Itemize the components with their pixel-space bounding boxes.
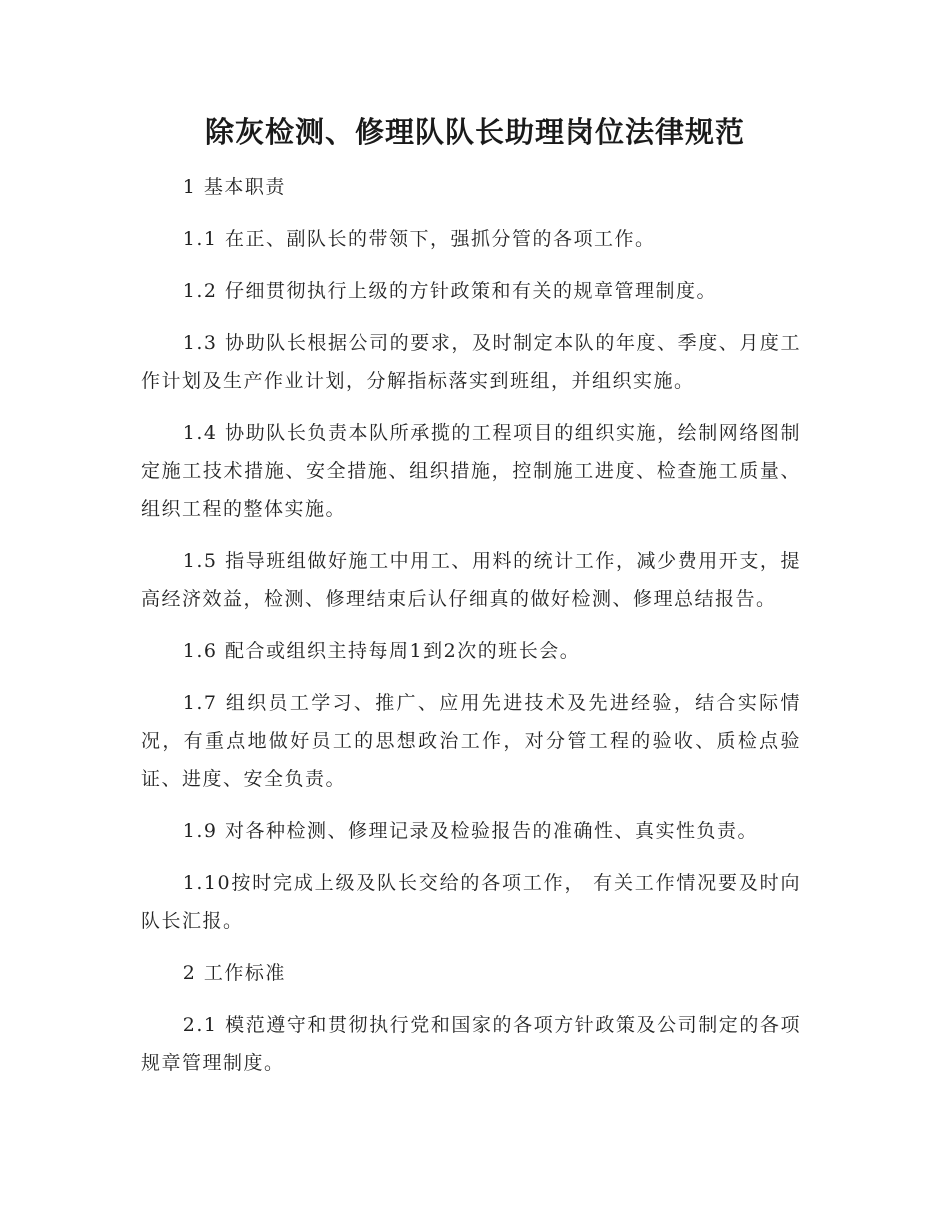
document-title: 除灰检测、修理队队长助理岗位法律规范 [204, 115, 745, 149]
section-heading-duties: 1 基本职责 [182, 176, 286, 198]
paragraph-1-2: 1.2 仔细贯彻执行上级的方针政策和有关的规章管理制度。 [182, 280, 718, 302]
paragraph-1-6: 1.6 配合或组织主持每周1到2次的班长会。 [182, 640, 581, 662]
paragraph-1-1: 1.1 在正、副队长的带领下，强抓分管的各项工作。 [182, 228, 656, 250]
section-heading-standards: 2 工作标准 [182, 962, 286, 984]
paragraph-1-7: 1.7 组织员工学习、推广、应用先进技术及先进经验，结合实际情况，有重点地做好员工的思想政治工作，对分管工程的验收、质检点验证、进度、安全负责。 [141, 692, 801, 790]
paragraph-1-10: 1.10按时完成上级及队长交给的各项工作， 有关工作情况要及时向队长汇报。 [141, 872, 801, 932]
paragraph-1-3: 1.3 协助队长根据公司的要求，及时制定本队的年度、季度、月度工作计划及生产作业计划，分解指标落实到班组，并组织实施。 [141, 332, 801, 392]
paragraph-2-1: 2.1 模范遵守和贯彻执行党和国家的各项方针政策及公司制定的各项规章管理制度。 [141, 1014, 801, 1074]
document-body [141, 168, 801, 1096]
paragraph-1-9: 1.9 对各种检测、修理记录及检验报告的准确性、真实性负责。 [182, 820, 759, 842]
paragraph-1-5: 1.5 指导班组做好施工中用工、用料的统计工作，减少费用开支，提高经济效益，检测、修理结束后认仔细真的做好检测、修理总结报告。 [141, 550, 801, 610]
paragraph-1-4: 1.4 协助队长负责本队所承揽的工程项目的组织实施，绘制网络图制定施工技术措施、安全措施、组织措施，控制施工进度、检查施工质量、组织工程的整体实施。 [141, 422, 801, 520]
